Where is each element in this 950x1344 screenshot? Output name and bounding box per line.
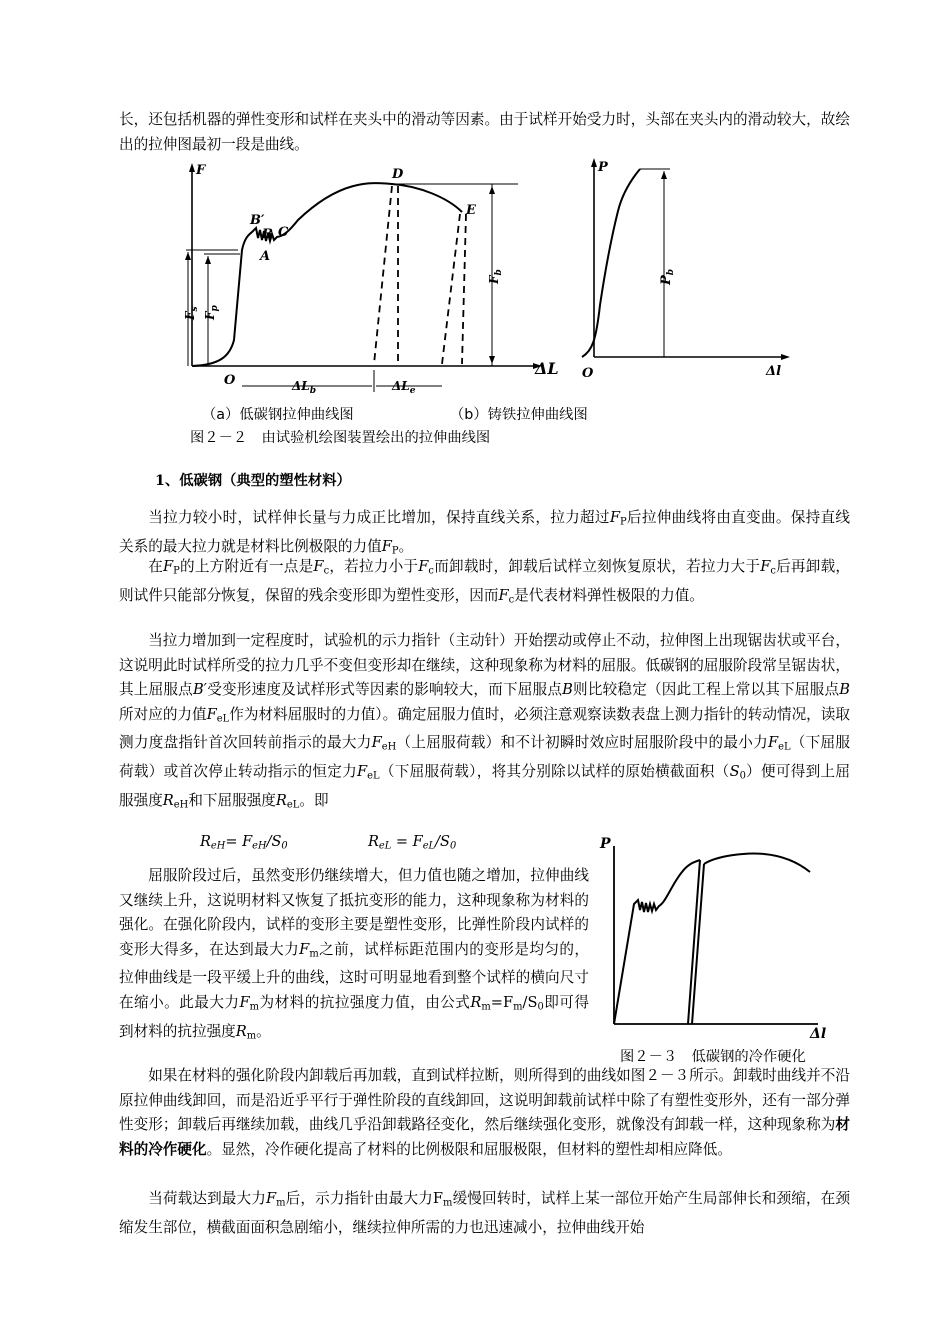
label-a: A xyxy=(260,249,271,264)
label-b-prime: B′ xyxy=(250,213,265,228)
figure-2-2a-caption: （a）低碳钢拉伸曲线图 xyxy=(202,407,354,423)
formula-upper-yield: $R_{eH}= F_{eH}/S_0$ xyxy=(200,834,288,852)
section-heading: 1、低碳钢（典型的塑性材料） xyxy=(155,473,351,489)
figure-2-2-caption: 图２－２ 由试验机绘图装置绘出的拉伸曲线图 xyxy=(190,430,491,446)
label-pb: $P_b$ xyxy=(659,268,676,285)
label-o2: O xyxy=(582,366,594,381)
figure-2-3-caption: 图２－３ 低碳钢的冷作硬化 xyxy=(620,1049,806,1065)
unload-reload xyxy=(688,860,704,1024)
paragraph-yield: 当拉力增加到一定程度时，试验机的示力指针（主动针）开始摆动或停止不动，拉伸图上出现锯齿状或平台，这说明此时试样所受的拉力几乎不变但变形却在继续，这种现象称为材料的屈服。低碳钢的屈服阶段常呈锯齿状，其上屈服点B′受变形速度及试样形式等因素的影响较大，而下屈服点B则比较稳定（因此工程上常以其下屈服点B所对应的力值$F_{eL}$作为材料屈服时的力值）。确定屈服力值时，必须注意观察读数表盘上测力指针的转动情况，读取测力度盘指针首次回转前指示的最大力$F_{eH}$（上屈服荷载）和不计初瞬时效应时屈服阶段中的最小力$F_{eL}$（下屈服荷载）或首次停止转动指示的恒定力$F_{eL}$（下屈服荷载），将其分别除以试样的原始横截面积$(S_0)$便可得到上屈服强度$R_{eH}$和下屈服强度$R_{eL}$。即 xyxy=(119,632,850,811)
label-e: E xyxy=(466,203,476,218)
curve-loading xyxy=(614,860,700,1024)
unload-line-e1 xyxy=(442,214,460,364)
paragraph-cold-hardening: 如果在材料的强化阶段内卸载后再加载，直到试样拉断，则所得到的曲线如图２－３所示。卸载时曲线并不沿原拉伸曲线卸回，而是沿近乎平行于弹性阶段的直线卸回，这说明卸载前试样中除了有塑性变形外，还有一部分弹性变形；卸载后再继续加载，曲线几乎沿卸载路径变化，然后继续强化变形，就像没有卸载一样，这种现象称为材料的冷作硬化。显然，冷作硬化提高了材料的比例极限和屈服极限，但材料的塑性却相应降低。 xyxy=(119,1067,850,1158)
figure-2-3-cold-hardening xyxy=(596,830,840,1044)
paragraph-necking: 当荷载达到最大力$F_m$后，示力指针由最大力$F_m$缓慢回转时，试样上某一部位开始产生局部伸长和颈缩，在颈缩发生部位，横截面面积急剧缩小，继续拉伸所需的力也迅速减小，拉伸曲线开始 xyxy=(119,1190,850,1236)
label-delta-l: Δl xyxy=(810,1026,827,1042)
curve-reloading xyxy=(704,853,810,872)
figure-2-2b-cast-iron-curve xyxy=(560,155,800,385)
label-p: P xyxy=(598,160,608,175)
label-b: B xyxy=(262,227,273,242)
label-p: P xyxy=(600,836,611,852)
unload-line-e2 xyxy=(462,214,466,364)
label-d: D xyxy=(392,167,404,182)
paragraph-elastic-limit: 在$F_P$的上方附近有一点是$F_c$，若拉力小于$F_c$而卸载时，卸载后试样立刻恢复原状，若拉力大于$F_c$后再卸载，则试件只能部分恢复，保留的残余变形即为塑性变形，因而$F_c$是代表材料弹性极限的力值。 xyxy=(119,558,850,606)
paragraph-proportional-limit: 当拉力较小时，试样伸长量与力成正比增加，保持直线关系，拉力超过$F_P$后拉伸曲线将由直变曲。保持直线关系的最大拉力就是材料比例极限的力值$F_P$。 xyxy=(119,509,850,557)
label-fb: $F_b$ xyxy=(487,269,504,284)
curve-main xyxy=(192,183,462,366)
label-fs: $F_s$ xyxy=(183,306,200,320)
label-f: F xyxy=(196,163,206,178)
figure-2-2a-mild-steel-curve xyxy=(180,160,560,400)
formula-lower-yield: $R_{eL} = F_{eL}/S_0$ xyxy=(368,834,457,852)
unload-line-d xyxy=(374,186,392,364)
label-delta-l-small: Δl xyxy=(766,364,782,379)
label-delta-le: $\Delta L_e$ xyxy=(392,379,416,396)
label-delta-l: ΔL xyxy=(535,359,559,378)
intro-paragraph: 长，还包括机器的弹性变形和试样在夹头中的滑动等因素。由于试样开始受力时，头部在夹头内的滑动较大，故绘出的拉伸图最初一段是曲线。 xyxy=(119,111,850,153)
label-c: C xyxy=(278,225,289,240)
label-fp: $F_p$ xyxy=(203,305,220,320)
curve-cast-iron xyxy=(582,169,640,357)
figure-2-2b-caption: （b）铸铁拉伸曲线图 xyxy=(450,407,588,423)
label-o: O xyxy=(224,373,236,388)
paragraph-hardening: 屈服阶段过后，虽然变形仍继续增大，但力值也随之增加，拉伸曲线又继续上升，这说明材料又恢复了抵抗变形的能力，这种现象称为材料的强化。在强化阶段内，试样的变形主要是塑性变形，比弹性阶段内试样的变形大得多，在达到最大力$F_m$之前，试样标距范围内的变形是均匀的，拉伸曲线是一段平缓上升的曲线，这时可明显地看到整个试样的横向尺寸在缩小。此最大力$F_m$为材料的抗拉强度力值，由公式$R_m=F_m/S_0$即可得到材料的抗拉强度$R_m$。 xyxy=(119,867,589,1042)
label-delta-lb: $\Delta L_b$ xyxy=(292,379,317,396)
